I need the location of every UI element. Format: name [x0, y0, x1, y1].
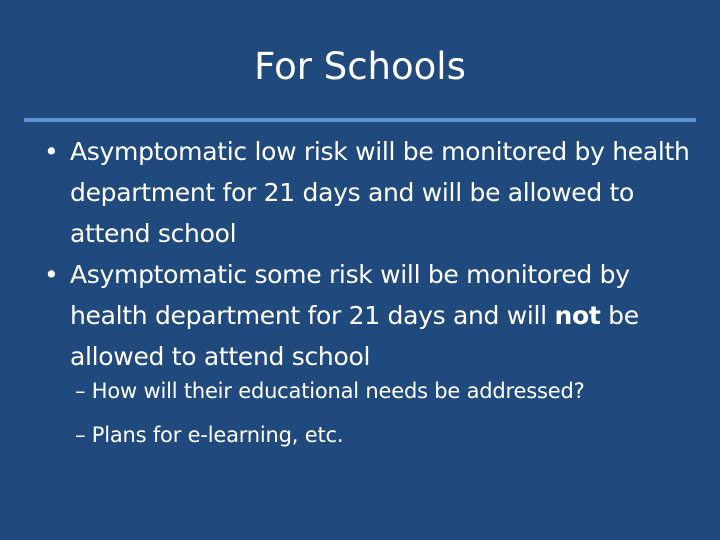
bullet-text: Asymptomatic low risk will be monitored by health department for 21 days and will be allowed to attend school [70, 137, 690, 248]
sub-bullet-list [75, 369, 695, 457]
bullet-item-some-risk [44, 254, 694, 377]
bullet-item-low-risk [44, 131, 694, 254]
bullet-icon: • [44, 137, 59, 166]
bullet-text-after: be allowed to attend school [70, 301, 639, 371]
sub-bullet-educational-needs: – How will their educational needs be addressed? [75, 379, 585, 403]
sub-bullet-e-learning: – Plans for e-learning, etc. [75, 423, 344, 447]
title-divider [24, 118, 696, 122]
bullet-icon: • [44, 260, 59, 289]
bullet-list [44, 131, 694, 377]
bullet-emphasis: not [554, 301, 601, 330]
slide-title: For Schools [254, 45, 466, 88]
bullet-text-before: Asymptomatic some risk will be monitored by health department for 21 days and will [70, 260, 630, 330]
